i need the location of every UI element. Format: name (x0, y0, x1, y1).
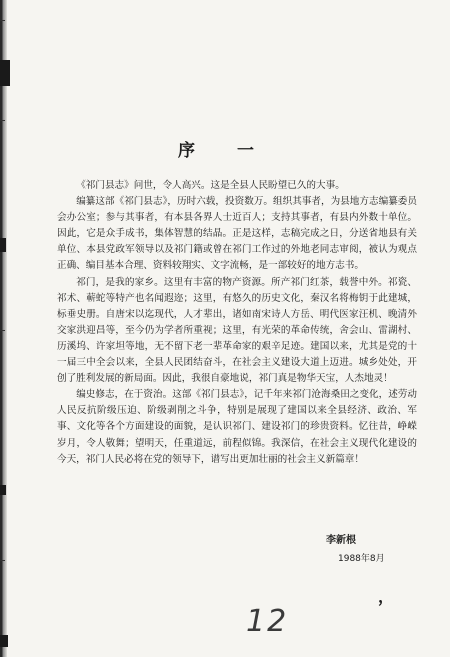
binding-mark (0, 485, 6, 495)
paragraph-1: 《祁门县志》问世，令人高兴。这是全县人民盼望已久的大事。 (76, 180, 345, 191)
scan-edge (0, 0, 7, 657)
handwritten-page-number: 12 (246, 604, 289, 639)
preface-body (57, 178, 417, 468)
paragraph-3: 祁门，是我的家乡。这里有丰富的物产资源。所产祁门红茶，载誉中外。祁瓷、祁术、蕲蛇等特产也名闻遐迩；这里，有悠久的历史文化，秦汉名将梅钥于此建城，标垂史册。自唐宋以迄现代，人才辈出，诸如南宋诗人方岳、明代医家汪机、晚清外交家洪迎昌等，至今仍为学者所重视；这里，有光荣的革命传统，舍会山、雷湖村、历溪坞、许家坦等地，无不留下老一辈革命家的艰辛足迹。建国以来，尤其是党的十一届三中全会以来，全县人民团结奋斗，在社会主义建设大道上迈进。城乡处处，开创了胜利发展的新局面。因此，我很自豪地说，祁门真是物华天宝，人杰地灵！ (57, 276, 417, 385)
preface-title: 序 一 (178, 141, 272, 161)
binding-mark (0, 635, 8, 647)
scan-tick (0, 330, 5, 331)
scan-tick (0, 20, 5, 21)
binding-mark (0, 238, 6, 252)
margin-mark: ， (378, 587, 395, 606)
scan-tick (0, 560, 5, 561)
binding-mark (0, 60, 10, 86)
paragraph-2: 编纂这部《祁门县志》，历时六载，投资数万。组织其事者，为县地方志编纂委员会办公室；参与其事者，有本县各界人士近百人；支持其事者，有县内外数十单位。因此，它是众手成书，集体智慧的结晶。正是这样，志稿完成之日，分送省地县有关单位、本县党政军领导以及祁门籍或曾在祁门工作过的外地老同志审阅，被认为观点正确、编目基本合理、资料较翔实、文字流畅，是一部较好的地方志书。 (57, 196, 417, 272)
paragraph-4: 编史修志，在于资治。这部《祁门县志》，记千年来祁门沧海桑田之变化，述劳动人民反抗阶级压迫、阶级剥削之斗争，特别是展现了建国以来全县经济、政治、军事、文化等各个方面建设的面貌，是认识祁门、建设祁门的珍贵资料。忆往昔，峥嵘岁月，令人敬舞；望明天，任重道远，前程似锦。我深信，在社会主义现代化建设的今天，祁门人民必将在党的领导下，谱写出更加壮丽的社会主义新篇章！ (57, 389, 417, 465)
author-signature: 李新根 (326, 535, 356, 546)
scan-tick (0, 120, 5, 121)
preface-date: 1988年8月 (338, 554, 385, 564)
